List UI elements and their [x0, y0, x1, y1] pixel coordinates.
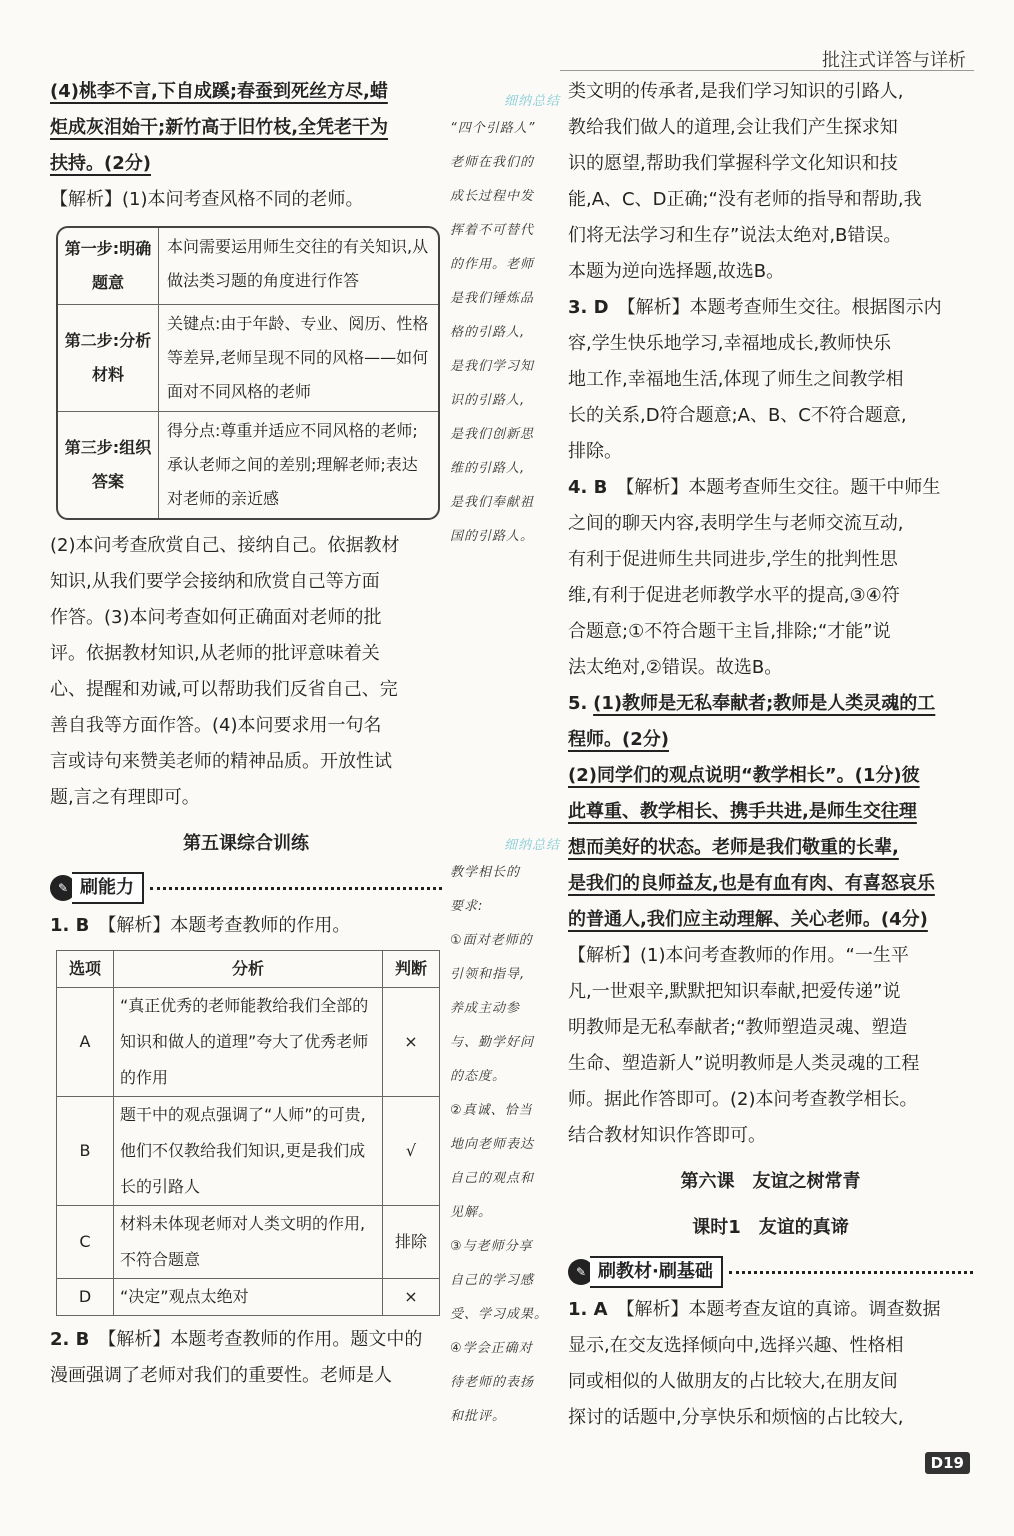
question-text: 法太绝对,②错误。故选B。 — [568, 657, 783, 678]
table-header: 选项 — [57, 951, 114, 988]
question-number: 1. A — [568, 1299, 608, 1320]
question-text: 维,有利于促进老师教学水平的提高,③④符 — [568, 585, 900, 606]
answer-line: 炬成灰泪始干;新竹高于旧竹枝,全凭老干为 — [50, 117, 389, 138]
side-note-line: 受、学习成果。 — [450, 1307, 549, 1322]
judge-cell: × — [383, 1279, 440, 1316]
analysis-line: 师。据此作答即可。(2)本问考查教学相长。 — [568, 1089, 918, 1110]
step-key: 第二步:分析材料 — [58, 305, 159, 411]
answer-line: 想而美好的状态。老师是我们敬重的长辈, — [568, 837, 899, 858]
side-note-line: 是我们创新思 — [450, 427, 535, 442]
pen-icon: ✎ — [50, 875, 76, 901]
table-header-row — [57, 951, 440, 988]
side-note-line: 的态度。 — [450, 1069, 507, 1084]
badge-label: 刷教材·刷基础 — [590, 1256, 723, 1288]
question-number: 3. D — [568, 297, 609, 318]
side-note-line: ④学会正确对 — [450, 1341, 533, 1356]
analysis-line: 题,言之有理即可。 — [50, 787, 200, 808]
side-note-line: 国的引路人。 — [450, 529, 535, 544]
analysis-line: 本题为逆向选择题,故选B。 — [568, 261, 785, 282]
option-cell: C — [57, 1206, 114, 1279]
page-number: D19 — [925, 1452, 970, 1474]
side-note-line: 成长过程中发 — [450, 189, 535, 204]
side-note — [450, 92, 560, 554]
question-text: 排除。 — [568, 441, 622, 462]
lesson-title: 第六课 友谊之树常青 — [680, 1171, 861, 1192]
question-text: 同或相似的人做朋友的占比较大,在朋友间 — [568, 1371, 898, 1392]
side-note-line: 老师在我们的 — [450, 155, 535, 170]
question-text: 容,学生快乐地学习,幸福地成长,教师快乐 — [568, 333, 892, 354]
header-title: 批注式详答与详析 — [822, 50, 966, 71]
analysis-cell: 材料未体现老师对人类文明的作用,不符合题意 — [114, 1206, 383, 1279]
option-cell: B — [57, 1097, 114, 1206]
side-note-line: 引领和指导, — [450, 967, 526, 982]
analysis-line: 作答。(3)本问考查如何正确面对老师的批 — [50, 607, 382, 628]
question-text: 【解析】本题考查师生交往。题干中师生 — [625, 477, 941, 498]
side-note-line: 挥着不可替代 — [450, 223, 535, 238]
side-note-line: 维的引路人, — [450, 461, 526, 476]
side-note-line: 与、勤学好问 — [450, 1035, 535, 1050]
table-row — [57, 988, 440, 1097]
step-row — [58, 228, 438, 305]
question-text: 【解析】本题考查教师的作用。题文中的 — [107, 1329, 423, 1350]
question-text: 漫画强调了老师对我们的重要性。老师是人 — [50, 1365, 392, 1386]
question-number: 4. B — [568, 477, 608, 498]
section-badge — [50, 872, 442, 904]
side-note-line: 识的引路人, — [450, 393, 526, 408]
question-text: 合题意;①不符合题干主旨,排除;“才能”说 — [568, 621, 891, 642]
answer-line: 扶持。(2分) — [50, 153, 151, 174]
analysis-line: 生命、塑造新人”说明教师是人类灵魂的工程 — [568, 1053, 920, 1074]
badge-label: 刷能力 — [72, 872, 144, 904]
dotted-rule — [150, 887, 442, 890]
question-number: 5. — [568, 693, 588, 714]
analysis-line: 结合教材知识作答即可。 — [568, 1125, 766, 1146]
step-key: 第一步:明确题意 — [58, 228, 159, 304]
table-row — [57, 1279, 440, 1316]
answer-line: (2)同学们的观点说明“教学相长”。(1分)彼 — [568, 765, 920, 786]
section-title: 第五课综合训练 — [183, 833, 309, 854]
step-text: 得分点:尊重并适应不同风格的老师;承认老师之间的差别;理解老师;表达对老师的亲近感 — [167, 421, 418, 508]
step-row — [58, 412, 438, 518]
question-text: 【解析】本题考查师生交往。根据图示内 — [626, 297, 942, 318]
question-text: 有利于促进师生共同进步,学生的批判性思 — [568, 549, 898, 570]
analysis-cell: 题干中的观点强调了“人师”的可贵,他们不仅教给我们知识,更是我们成长的引路人 — [114, 1097, 383, 1206]
answer-line: 是我们的良师益友,也是有血有肉、有喜怒哀乐 — [568, 873, 935, 894]
lesson-subtitle: 课时1 友谊的真谛 — [692, 1217, 849, 1238]
side-note-line: 自己的学习感 — [450, 1273, 535, 1288]
question-text: 显示,在交友选择倾向中,选择兴趣、性格相 — [568, 1335, 904, 1356]
analysis-cell: “真正优秀的老师能教给我们全部的知识和做人的道理”夸大了优秀老师的作用 — [114, 988, 383, 1097]
analysis-line: 善自我等方面作答。(4)本问要求用一句名 — [50, 715, 382, 736]
side-note-line: 的作用。老师 — [450, 257, 535, 272]
side-note-line: 养成主动参 — [450, 1001, 521, 1016]
analysis-line: 知识,从我们要学会接纳和欣赏自己等方面 — [50, 571, 380, 592]
analysis-line: 类文明的传承者,是我们学习知识的引路人, — [568, 81, 904, 102]
step-row — [58, 305, 438, 412]
option-cell: A — [57, 988, 114, 1097]
side-note-line: 要求: — [450, 899, 484, 914]
step-key: 第三步:组织答案 — [58, 412, 159, 518]
side-note-line: 是我们奉献祖 — [450, 495, 535, 510]
side-note-line: 格的引路人, — [450, 325, 526, 340]
side-note-line: “四个引路人” — [450, 121, 536, 136]
analysis-line: (2)本问考查欣赏自己、接纳自己。依据教材 — [50, 535, 400, 556]
side-note-line: ②真诚、恰当 — [450, 1103, 533, 1118]
side-note-line: 是我们学习知 — [450, 359, 535, 374]
header-rule — [560, 70, 974, 71]
analysis-line: 凡,一世艰辛,默默把知识奉献,把爱传递”说 — [568, 981, 901, 1002]
option-cell: D — [57, 1279, 114, 1316]
side-note-line: 自己的观点和 — [450, 1171, 535, 1186]
analysis-line: 【解析】(1)本问考查风格不同的老师。 — [50, 189, 364, 210]
analysis-line: 心、提醒和劝诫,可以帮助我们反省自己、完 — [50, 679, 398, 700]
question-text: 探讨的话题中,分享快乐和烦恼的占比较大, — [568, 1407, 904, 1428]
side-note-line: 教学相长的 — [450, 865, 521, 880]
analysis-line: 言或诗句来赞美老师的精神品质。开放性试 — [50, 751, 392, 772]
answer-line: 此尊重、教学相长、携手共进,是师生交往理 — [568, 801, 917, 822]
side-note-line: ③与老师分享 — [450, 1239, 533, 1254]
analysis-cell: “决定”观点太绝对 — [114, 1279, 383, 1316]
side-note-line: 待老师的表扬 — [450, 1375, 535, 1390]
side-note-line: 和批评。 — [450, 1409, 507, 1424]
analysis-line: 评。依据教材知识,从老师的批评意味着关 — [50, 643, 380, 664]
section-badge — [568, 1256, 973, 1288]
judge-cell: 排除 — [383, 1206, 440, 1279]
answer-line: (4)桃李不言,下自成蹊;春蚕到死丝方尽,蜡 — [50, 81, 388, 102]
analysis-line: 明教师是无私奉献者;“教师塑造灵魂、塑造 — [568, 1017, 908, 1038]
question-text: 【解析】本题考查教师的作用。 — [107, 915, 351, 936]
analysis-line: 们将无法学习和生存”说法太绝对,B错误。 — [568, 225, 902, 246]
question-text: 之间的聊天内容,表明学生与老师交流互动, — [568, 513, 904, 534]
question-text: 长的关系,D符合题意;A、B、C不符合题意, — [568, 405, 907, 426]
judge-cell: √ — [383, 1097, 440, 1206]
side-note — [450, 836, 560, 1434]
table-row — [57, 1206, 440, 1279]
right-column — [568, 74, 973, 1436]
side-note-heading: 细纳总结 — [503, 94, 560, 109]
answer-line: 程师。(2分) — [568, 729, 669, 750]
question-text: 【解析】本题考查友谊的真谛。调查数据 — [625, 1299, 941, 1320]
step-text: 本问需要运用师生交往的有关知识,从做法类习题的角度进行作答 — [167, 237, 429, 290]
steps-box — [56, 226, 440, 520]
question-number: 2. B — [50, 1329, 90, 1350]
question-number: 1. B — [50, 915, 90, 936]
table-row — [57, 1097, 440, 1206]
analysis-line: 识的愿望,帮助我们掌握科学文化知识和技 — [568, 153, 898, 174]
answer-line: 的普通人,我们应主动理解、关心老师。(4分) — [568, 909, 928, 930]
judge-cell: × — [383, 988, 440, 1097]
step-text: 关键点:由于年龄、专业、阅历、性格等差异,老师呈现不同的风格——如何面对不同风格的老师 — [167, 314, 429, 401]
side-note-heading: 细纳总结 — [503, 838, 560, 853]
question-text: 地工作,幸福地生活,体现了师生之间教学相 — [568, 369, 904, 390]
analysis-line: 能,A、C、D正确;“没有老师的指导和帮助,我 — [568, 189, 922, 210]
side-note-line: 地向老师表达 — [450, 1137, 535, 1152]
table-header: 判断 — [383, 951, 440, 988]
side-note-line: ①面对老师的 — [450, 933, 533, 948]
analysis-line: 教给我们做人的道理,会让我们产生探求知 — [568, 117, 898, 138]
side-note-line: 是我们锤炼品 — [450, 291, 535, 306]
analysis-line: 【解析】(1)本问考查教师的作用。“一生平 — [568, 945, 909, 966]
table-header: 分析 — [114, 951, 383, 988]
side-note-line: 见解。 — [450, 1205, 493, 1220]
dotted-rule — [729, 1271, 973, 1274]
answer-line: (1)教师是无私奉献者;教师是人类灵魂的工 — [593, 693, 936, 714]
pen-icon: ✎ — [568, 1259, 594, 1285]
options-table — [56, 950, 440, 1316]
left-column — [50, 74, 442, 1394]
